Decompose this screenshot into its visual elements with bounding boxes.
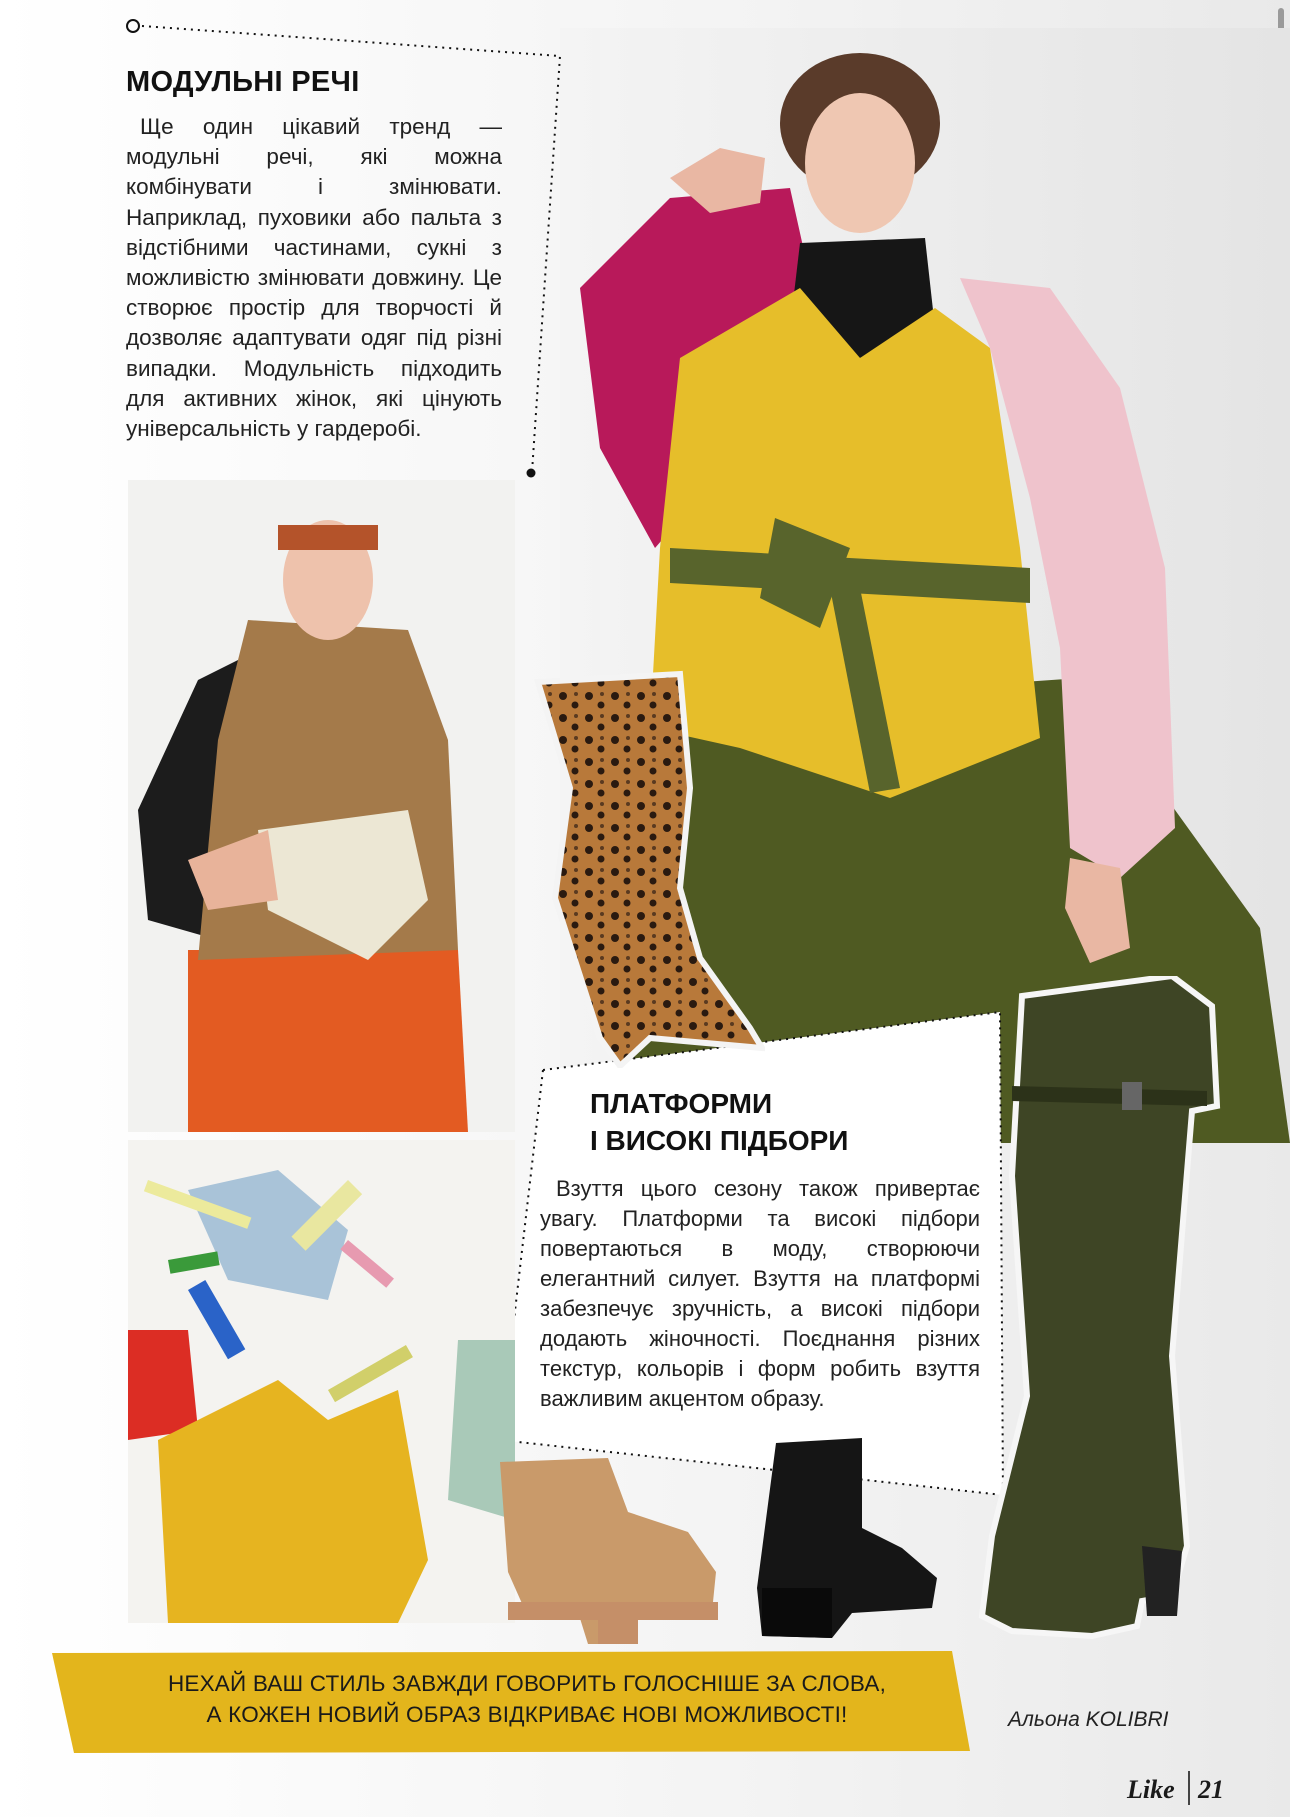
section-heading-platforms xyxy=(590,1085,848,1159)
pull-quote-line2: А КОЖЕН НОВИЙ ОБРАЗ ВІДКРИВАЄ НОВІ МОЖЛИВОСТІ! xyxy=(206,1702,848,1727)
flatlay-yellow-modular-pieces-photo xyxy=(128,1140,515,1623)
page-number: 21 xyxy=(1198,1775,1224,1804)
section-heading-platforms-line2: І ВИСОКІ ПІДБОРИ xyxy=(590,1125,849,1156)
pull-quote-line1: НЕХАЙ ВАШ СТИЛЬ ЗАВЖДИ ГОВОРИТЬ ГОЛОСНІШЕ ЗА СЛОВА, xyxy=(167,1671,887,1696)
olive-over-knee-boot-photo xyxy=(972,976,1222,1652)
tan-platform-boot-photo xyxy=(488,1452,724,1644)
model-modular-puffer-photo xyxy=(128,480,515,1132)
pull-quote xyxy=(112,1668,942,1730)
section-body-modular: Ще один цікавий тренд — модульні речі, які можна комбінувати і змінювати. Наприклад, пуховики або пальта з відстібними частинами, сукні з можливістю змінювати довжину. Це створює простір для творчості й дозволяє адаптувати одяг під різні випадки. Модульність підходить для активних жінок, які цінують універсальність у гардеробі. xyxy=(126,114,502,442)
author-credit: Альона KOLIBRI xyxy=(1008,1708,1169,1731)
leopard-slouch-boot-photo xyxy=(530,668,765,1068)
section-heading-platforms-line1: ПЛАТФОРМИ xyxy=(590,1088,773,1119)
section-heading-modular: МОДУЛЬНІ РЕЧІ xyxy=(126,66,360,98)
black-wedge-boot-photo xyxy=(752,1438,944,1638)
folio-divider xyxy=(1188,1771,1190,1805)
magazine-name: Like xyxy=(1127,1775,1175,1804)
section-body-platforms: Взуття цього сезону також привертає увагу. Платформи та високі підбори повертаються в моду, створюючи елегантний силует. Взуття на платформі забезпечує зручність, а високі підбори додають жіночності. Поєднання різних текстур, кольорів і форм робить взуття важливим акцентом образу. xyxy=(540,1176,980,1411)
